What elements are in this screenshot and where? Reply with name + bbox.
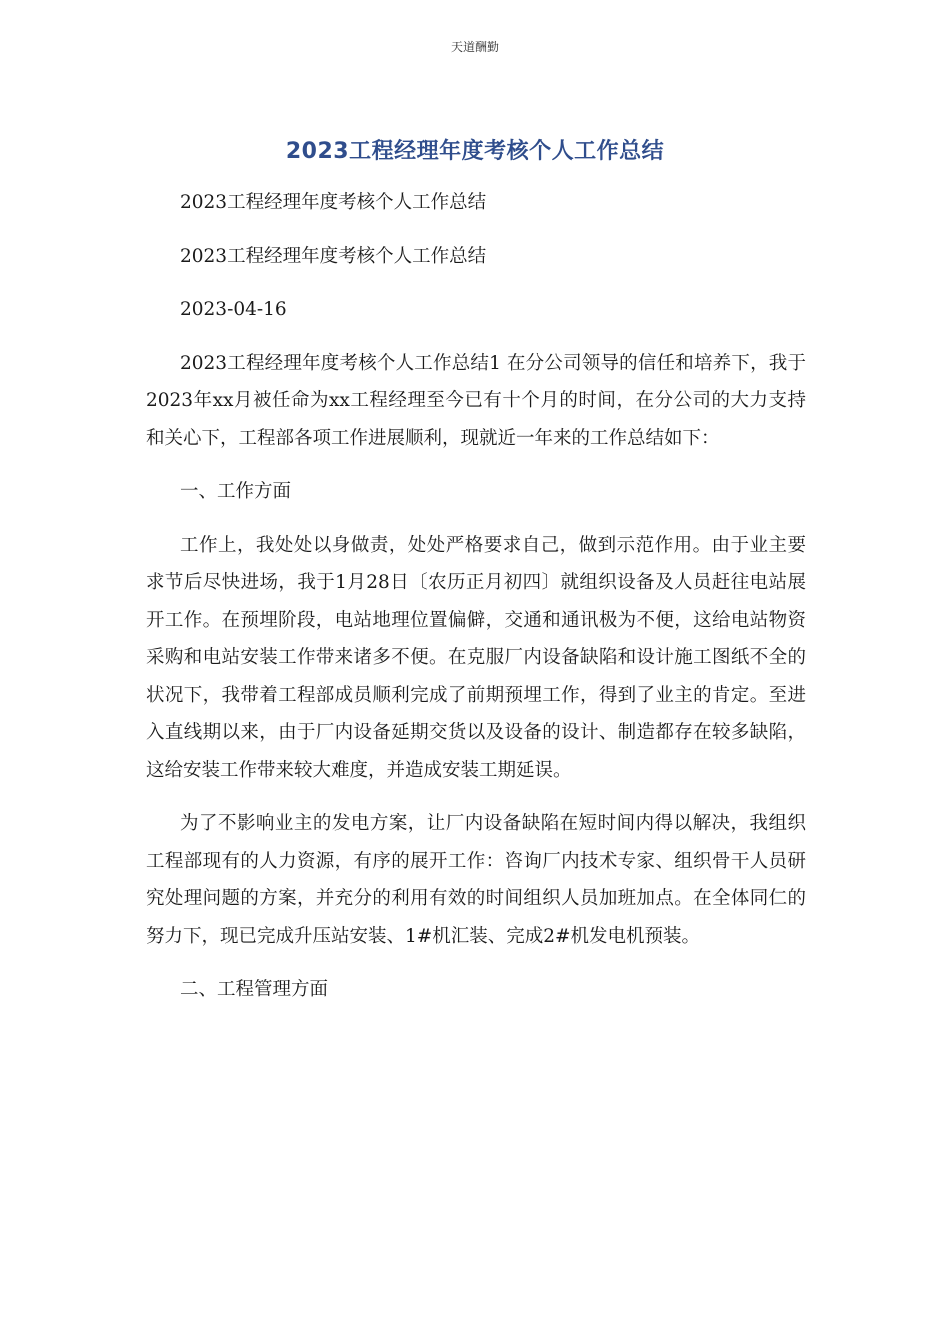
document-title: 2023工程经理年度考核个人工作总结 [285, 139, 665, 164]
intro-paragraph: 2023工程经理年度考核个人工作总结1 在分公司领导的信任和培养下，我于2023年xx月被任命为xx工程经理至今已有十个月的时间，在分公司的大力支持和关心下，工程部各项工作进展顺利，现就近一年来的工作总结如下： [146, 352, 806, 449]
document-body [146, 184, 806, 1025]
page-header: 天道酬勤 [450, 40, 499, 54]
section-heading-work: 一、工作方面 [180, 481, 292, 502]
work-paragraph-1: 工作上，我处处以身做责，处处严格要求自己，做到示范作用。由于业主要求节后尽快进场，我于1月28日〔农历正月初四〕就组织设备及人员赶往电站展开工作。在预埋阶段，电站地理位置偏僻，交通和通讯极为不便，这给电站物资采购和电站安装工作带来诸多不便。在克服厂内设备缺陷和设计施工图纸不全的状况下，我带着工程部成员顺利完成了前期预埋工作，得到了业主的肯定。至进入直线期以来，由于厂内设备延期交货以及设备的设计、制造都存在较多缺陷，这给安装工作带来较大难度，并造成安装工期延误。 [146, 534, 806, 781]
date-line: 2023-04-16 [180, 299, 287, 320]
work-paragraph-2: 为了不影响业主的发电方案，让厂内设备缺陷在短时间内得以解决，我组织工程部现有的人力资源，有序的展开工作：咨询厂内技术专家、组织骨干人员研究处理问题的方案，并充分的利用有效的时间组织人员加班加点。在全体同仁的努力下，现已完成升压站安装、1#机汇装、完成2#机发电机预装。 [146, 813, 806, 947]
section-heading-management: 二、工程管理方面 [180, 979, 329, 1000]
subtitle-line-1: 2023工程经理年度考核个人工作总结 [180, 192, 487, 213]
subtitle-line-2: 2023工程经理年度考核个人工作总结 [180, 245, 487, 267]
